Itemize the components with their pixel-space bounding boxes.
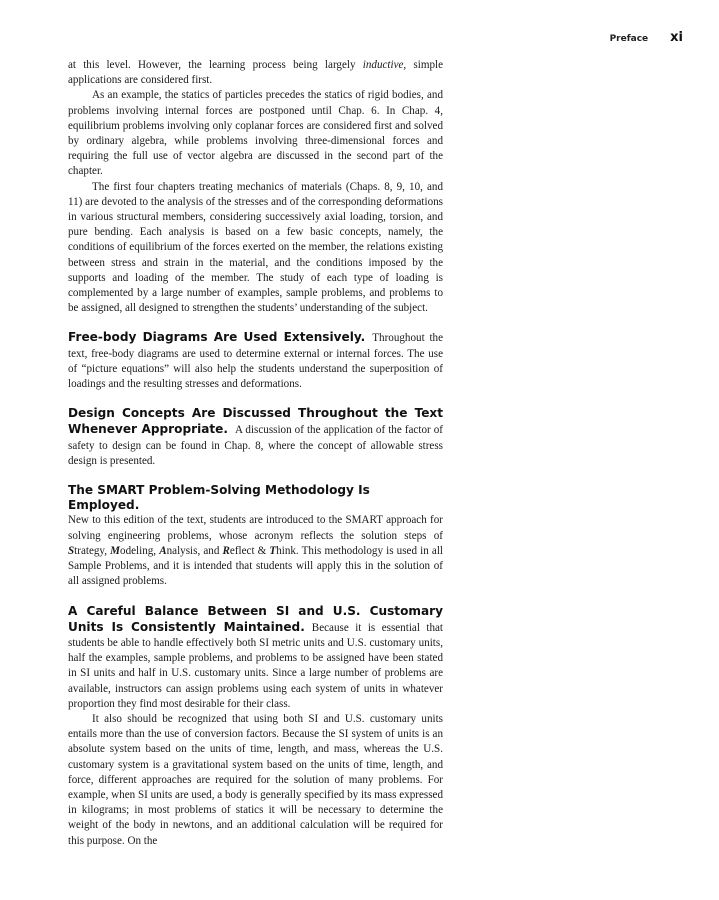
running-title: Preface <box>609 34 649 44</box>
paragraph: It also should be recognized that using both SI and U.S. customary units entails more than the use of conversion factors. Because the SI system of units is an absolute system based on the units of time, length, and mass, whereas the U.S. customary system is a gravitational system based on the units of time, length, and force, different approaches are required for the solution of many problems. For example, when SI units are used, a body is generally specified by its mass expressed in kilograms; in most problems of statics it will be necessary to determine the weight of the body in newtons, and an additional calculation will be required for this purpose. On the <box>68 712 443 847</box>
section-heading: Free-body Diagrams Are Used Extensively. <box>68 330 366 345</box>
paragraph: The first four chapters treating mechanics of materials (Chaps. 8, 9, 10, and 11) are devoted to the analysis of the stresses and of the corresponding deformations in various structural members, considering successively axial loading, torsion, and pure bending. Each analysis is based on a few basic concepts, namely, the conditions of equilibrium of the forces exerted on the member, the relations existing between stress and strain in the material, and the conditions imposed by the supports and loading of the member. The study of each type of loading is complemented by a large number of examples, sample problems, and problems to be assigned, all designed to strengthen the students’ understanding of the subject. <box>68 180 443 315</box>
section-design-concepts <box>68 406 443 469</box>
paragraph: Design Concepts Are Discussed Throughout the Text Whenever Appropriate. A discussion of the application of the factor of safety to design can be found in Chap. 8, where the concept of allowable stress design is presented. <box>68 406 443 467</box>
page-header <box>610 30 683 50</box>
section-heading: The SMART Problem-Solving Methodology Is Employed. <box>68 483 370 513</box>
section-units-balance <box>68 604 443 849</box>
paragraph: A Careful Balance Between SI and U.S. Customary Units Is Consistently Maintained. Because it is essential that students be able to handle effectively both SI metric units and U.S. customary units, half the examples, sample problems, and problems to be assigned have been stated in SI units and half in U.S. customary units. Since a large number of problems are available, instructors can assign problems using each system of units in whatever proportion they find most desirable for their class. <box>68 603 443 710</box>
paragraph: at this level. However, the learning process being largely inductive, simple applications are considered first. <box>68 59 444 87</box>
section-free-body-diagrams <box>68 330 443 392</box>
paragraph: Free-body Diagrams Are Used Extensively. Throughout the text, free-body diagrams are used to determine external or internal forces. The use of “picture equations” will also help the students understand the superposition of loadings and the resulting stresses and deformations. <box>68 330 443 391</box>
section-smart-methodology <box>68 483 443 589</box>
page-number: xi <box>670 30 683 45</box>
paragraph: New to this edition of the text, students are introduced to the SMART approach for solving engineering problems, whose acronym reflects the solution steps of Strategy, Modeling, Analysis, and Reflect & Think. This methodology is used in all Sample Problems, and it is intended that students will apply this in the solution of all assigned problems. <box>68 514 443 588</box>
section-heading: Design Concepts Are Discussed Throughout the Text Whenever Appropriate. <box>68 406 443 437</box>
body-text <box>68 58 443 849</box>
paragraph: As an example, the statics of particles precedes the statics of rigid bodies, and problems involving internal forces are postponed until Chap. 6. In Chap. 4, equilibrium problems involving only coplanar forces are considered first and solved by ordinary algebra, while problems involving three-dimensional forces and requiring the full use of vector algebra are discussed in the second part of the chapter. <box>68 89 443 178</box>
section-heading: A Careful Balance Between SI and U.S. Customary Units Is Consistently Maintained. <box>68 603 443 634</box>
